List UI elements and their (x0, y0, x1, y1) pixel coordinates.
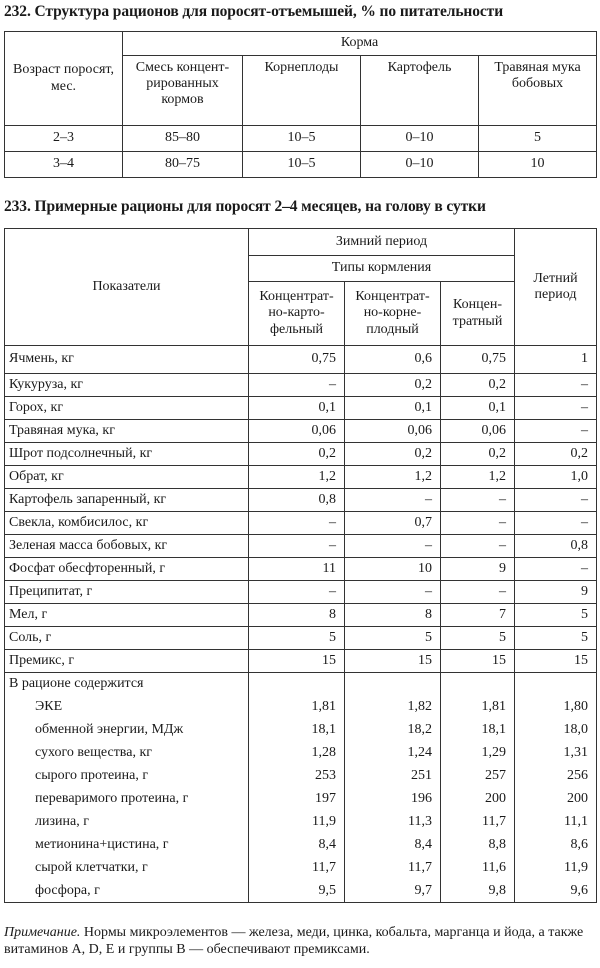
table-row (5, 811, 597, 834)
row-label: Фосфат обесфторенный, г (5, 558, 249, 581)
value-cell: 1,2 (249, 466, 345, 489)
value-cell: 18,1 (249, 719, 345, 742)
value-cell: 8,6 (515, 834, 597, 857)
value-cell: 9,6 (515, 880, 597, 903)
table-row (5, 604, 597, 627)
value-cell: 0,2 (441, 443, 515, 466)
value-cell: 8 (345, 604, 441, 627)
table-233-title: 233. Примерные рационы для поросят 2–4 месяцев, на голову в сутки (4, 198, 486, 215)
value-cell: 1,29 (441, 742, 515, 765)
table-233 (4, 228, 597, 903)
value-cell: 9,8 (441, 880, 515, 903)
value-cell: 11,9 (249, 811, 345, 834)
value-cell: 1,82 (345, 696, 441, 719)
row-label: ЭКЕ (5, 696, 249, 719)
row-label: лизина, г (5, 811, 249, 834)
value-cell: – (249, 512, 345, 535)
value-cell: 0,2 (345, 374, 441, 397)
age-cell: 2–3 (5, 126, 123, 152)
value-cell: 5 (249, 627, 345, 650)
row-label: Картофель запаренный, кг (5, 489, 249, 512)
row-label: Ячмень, кг (5, 346, 249, 374)
table-232 (4, 31, 597, 178)
value-cell: 1,2 (345, 466, 441, 489)
value-cell: 18,0 (515, 719, 597, 742)
value-cell: 5 (441, 627, 515, 650)
value-cell: 200 (441, 788, 515, 811)
value-cell: 11,6 (441, 857, 515, 880)
value-cell: – (345, 581, 441, 604)
age-cell: 3–4 (5, 152, 123, 178)
value-cell: 11,9 (515, 857, 597, 880)
value-cell: 0,8 (515, 535, 597, 558)
row-label: Кукуруза, кг (5, 374, 249, 397)
value-cell: 10 (345, 558, 441, 581)
value-cell: 0,75 (441, 346, 515, 374)
table-row (5, 346, 597, 374)
section-row (5, 673, 597, 696)
table-row (5, 558, 597, 581)
value-cell: 196 (345, 788, 441, 811)
value-cell: – (441, 535, 515, 558)
table-row (5, 880, 597, 903)
table-row (5, 788, 597, 811)
value-cell: – (515, 374, 597, 397)
value-cell: 85–80 (123, 126, 243, 152)
value-cell: 10–5 (243, 126, 361, 152)
row-label: Свекла, комбисилос, кг (5, 512, 249, 535)
value-cell: – (249, 581, 345, 604)
row-label: обменной энергии, МДж (5, 719, 249, 742)
header-col: Смесь концент-рированных кормов (123, 56, 243, 126)
footnote-text: Нормы микроэлементов — железа, меди, цинка, кобальта, марганца и йода, а также витаминов A, D, E и группы B — обеспечивают премиксами. (4, 925, 584, 957)
value-cell: – (441, 512, 515, 535)
header-col: Концентрат-но-карто-фельный (249, 282, 345, 346)
value-cell: 15 (515, 650, 597, 673)
table-row (5, 420, 597, 443)
value-cell: 200 (515, 788, 597, 811)
value-cell: – (345, 535, 441, 558)
value-cell: 5 (345, 627, 441, 650)
value-cell: 9,7 (345, 880, 441, 903)
value-cell: – (441, 581, 515, 604)
value-cell: – (515, 397, 597, 420)
footnote (4, 924, 596, 958)
row-label: фосфора, г (5, 880, 249, 903)
value-cell: 0,8 (249, 489, 345, 512)
value-cell: 0,1 (249, 397, 345, 420)
value-cell: – (515, 512, 597, 535)
value-cell: 5 (479, 126, 597, 152)
value-cell: 5 (515, 604, 597, 627)
row-label: метионина+цистина, г (5, 834, 249, 857)
table-row (5, 696, 597, 719)
row-label: сухого вещества, кг (5, 742, 249, 765)
value-cell: 9 (441, 558, 515, 581)
value-cell: 1,81 (249, 696, 345, 719)
table-row (5, 397, 597, 420)
table-row (5, 650, 597, 673)
header-summer: Летний период (515, 229, 597, 346)
value-cell: 18,2 (345, 719, 441, 742)
value-cell: 1,24 (345, 742, 441, 765)
table-row (5, 765, 597, 788)
value-cell: 8,4 (249, 834, 345, 857)
row-label: Зеленая масса бобовых, кг (5, 535, 249, 558)
row-label: Мел, г (5, 604, 249, 627)
row-label: Обрат, кг (5, 466, 249, 489)
header-col: Концентрат-но-корне-плодный (345, 282, 441, 346)
value-cell: 1 (515, 346, 597, 374)
value-cell: 197 (249, 788, 345, 811)
table-row (5, 512, 597, 535)
table-row (5, 126, 597, 152)
header-age: Возраст поросят, мес. (5, 32, 123, 126)
value-cell: 1,81 (441, 696, 515, 719)
table-232-title: 232. Структура рационов для поросят-отъемышей, % по питательности (4, 3, 504, 20)
value-cell: 15 (249, 650, 345, 673)
value-cell: 1,0 (515, 466, 597, 489)
table-row (5, 857, 597, 880)
value-cell: – (515, 420, 597, 443)
row-label: Соль, г (5, 627, 249, 650)
value-cell: 9 (515, 581, 597, 604)
value-cell: 0,1 (345, 397, 441, 420)
table-row (5, 374, 597, 397)
value-cell: 7 (441, 604, 515, 627)
value-cell: 0,06 (345, 420, 441, 443)
table-row (5, 627, 597, 650)
value-cell: – (249, 374, 345, 397)
value-cell: 11 (249, 558, 345, 581)
row-label: Преципитат, г (5, 581, 249, 604)
value-cell: 257 (441, 765, 515, 788)
value-cell: 0,2 (345, 443, 441, 466)
table-row (5, 443, 597, 466)
value-cell: 0,06 (441, 420, 515, 443)
value-cell: 10 (479, 152, 597, 178)
header-indicators: Показатели (5, 229, 249, 346)
value-cell: 0–10 (361, 126, 479, 152)
table-row (5, 581, 597, 604)
value-cell: 8,8 (441, 834, 515, 857)
value-cell: 11,1 (515, 811, 597, 834)
value-cell: – (441, 489, 515, 512)
value-cell: 0,75 (249, 346, 345, 374)
section-label: В рационе содержится (5, 673, 249, 696)
header-winter: Зимний период (249, 229, 515, 256)
table-row (5, 466, 597, 489)
value-cell: 0,6 (345, 346, 441, 374)
value-cell: 0,2 (249, 443, 345, 466)
table-row (5, 834, 597, 857)
table-row (5, 535, 597, 558)
header-col: Картофель (361, 56, 479, 126)
value-cell: 256 (515, 765, 597, 788)
value-cell: 18,1 (441, 719, 515, 742)
table-row (5, 489, 597, 512)
row-label: Травяная мука, кг (5, 420, 249, 443)
table-row (5, 742, 597, 765)
value-cell: 5 (515, 627, 597, 650)
value-cell: 1,31 (515, 742, 597, 765)
row-label: сырого протеина, г (5, 765, 249, 788)
row-label: Шрот подсолнечный, кг (5, 443, 249, 466)
value-cell: – (345, 489, 441, 512)
table-row (5, 719, 597, 742)
value-cell: 15 (345, 650, 441, 673)
value-cell: 0,2 (515, 443, 597, 466)
value-cell: 11,7 (441, 811, 515, 834)
value-cell: 11,7 (345, 857, 441, 880)
header-col: Концен-тратный (441, 282, 515, 346)
value-cell: 0,1 (441, 397, 515, 420)
header-col: Корнеплоды (243, 56, 361, 126)
row-label: Горох, кг (5, 397, 249, 420)
value-cell: 11,3 (345, 811, 441, 834)
value-cell: 0,2 (441, 374, 515, 397)
row-label: переваримого протеина, г (5, 788, 249, 811)
value-cell: 253 (249, 765, 345, 788)
value-cell: 0,06 (249, 420, 345, 443)
row-label: Премикс, г (5, 650, 249, 673)
table-row (5, 152, 597, 178)
value-cell: 8 (249, 604, 345, 627)
value-cell: 0–10 (361, 152, 479, 178)
header-col: Травяная мука бобовых (479, 56, 597, 126)
value-cell: 9,5 (249, 880, 345, 903)
value-cell: 10–5 (243, 152, 361, 178)
footnote-label: Примечание. (4, 925, 81, 940)
value-cell: 15 (441, 650, 515, 673)
value-cell: 0,7 (345, 512, 441, 535)
value-cell: – (515, 489, 597, 512)
row-label: сырой клетчатки, г (5, 857, 249, 880)
header-feeds: Корма (123, 32, 597, 56)
value-cell: – (249, 535, 345, 558)
header-types: Типы кормления (249, 256, 515, 282)
value-cell: 8,4 (345, 834, 441, 857)
value-cell: 251 (345, 765, 441, 788)
value-cell: 1,2 (441, 466, 515, 489)
value-cell: 1,28 (249, 742, 345, 765)
value-cell: – (515, 558, 597, 581)
value-cell: 1,80 (515, 696, 597, 719)
value-cell: 80–75 (123, 152, 243, 178)
value-cell: 11,7 (249, 857, 345, 880)
